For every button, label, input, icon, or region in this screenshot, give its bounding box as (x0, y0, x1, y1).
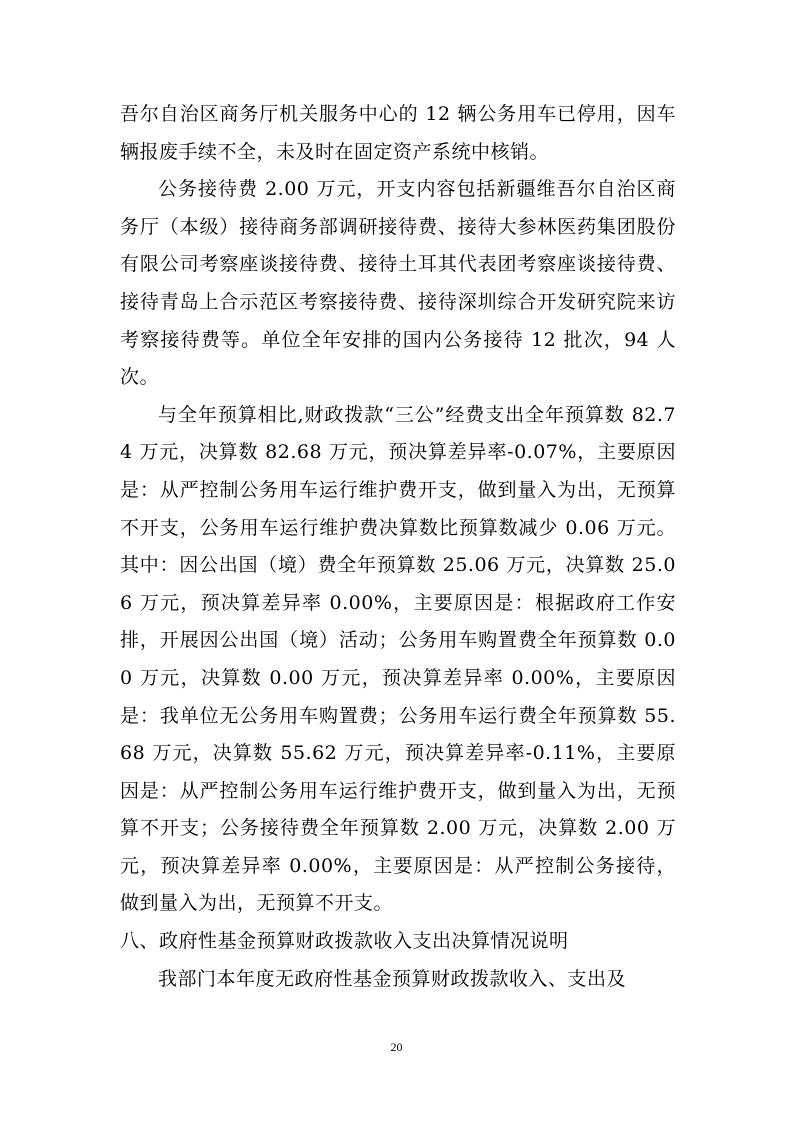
section-heading-8: 八、政府性基金预算财政拨款收入支出决算情况说明 (120, 930, 569, 953)
page-body (120, 96, 676, 998)
paragraph-reception-expense: 公务接待费 2.00 万元，开支内容包括新疆维吾尔自治区商务厅（本级）接待商务部调研接待费、接待大参林医药集团股份有限公司考察座谈接待费、接待土耳其代表团考察座谈接待费、接待青岛上合示范区考察接待费、接待深圳综合开发研究院来访考察接待费等。单位全年安排的国内公务接待 12 批次，94 人次。 (120, 178, 676, 389)
paragraph-budget-comparison: 与全年预算相比,财政拨款“三公”经费支出全年预算数 82.74 万元，决算数 82.68 万元，预决算差异率-0.07%，主要原因是：从严控制公务用车运行维护费开支，做到量入为出，无预算不开支，公务用车运行维护费决算数比预算数减少 0.06 万元。其中：因公出国（境）费全年预算数 25.06 万元，决算数 25.06 万元，预决算差异率 0.00%，主要原因是：根据政府工作安排，开展因公出国（境）活动；公务用车购置费全年预算数 0.00 万元，决算数 0.00 万元，预决算差异率 0.00%，主要原因是：我单位无公务用车购置费；公务用车运行费全年预算数 55.68 万元，决算数 55.62 万元，预决算差异率-0.11%，主要原因是：从严控制公务用车运行维护费开支，做到量入为出，无预算不开支；公务接待费全年预算数 2.00 万元，决算数 2.00 万元，预决算差异率 0.00%，主要原因是：从严控制公务接待，做到量入为出，无预算不开支。 (120, 403, 676, 915)
paragraph-continuation: 吾尔自治区商务厅机关服务中心的 12 辆公务用车已停用，因车辆报废手续不全，未及时在固定资产系统中核销。 (120, 103, 676, 163)
paragraph-government-fund: 我部门本年度无政府性基金预算财政拨款收入、支出及 (158, 967, 627, 990)
page-number: 20 (390, 1040, 403, 1054)
